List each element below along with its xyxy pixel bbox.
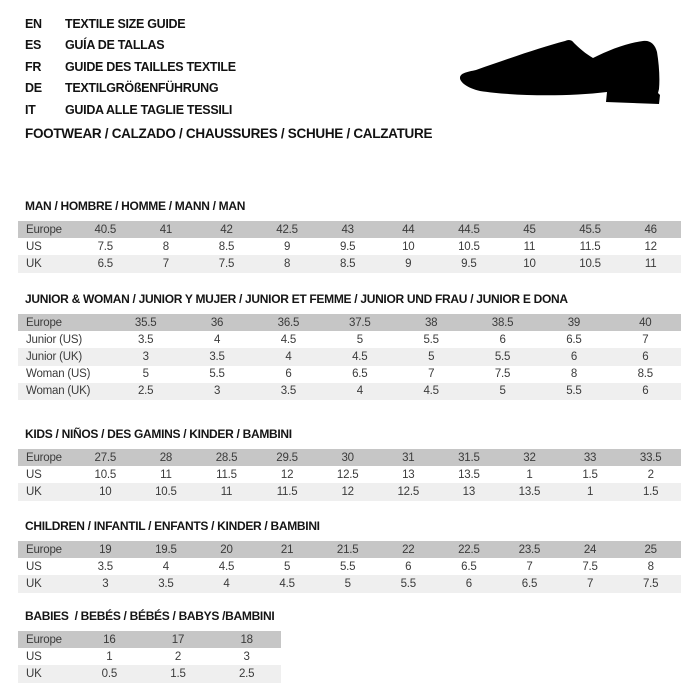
table-row (18, 466, 681, 483)
size-cell: 13.5 (518, 485, 541, 498)
size-cell: 13 (462, 485, 476, 498)
language-code: DE (25, 81, 42, 96)
size-cell: 9 (405, 257, 412, 270)
size-cell: 12 (280, 468, 294, 481)
row-label: UK (26, 485, 42, 498)
size-cell: 2 (647, 468, 654, 481)
size-cell: 39 (567, 316, 581, 329)
size-cell: 6.5 (97, 257, 113, 270)
size-cell: 7 (642, 333, 649, 346)
row-label: US (26, 650, 42, 663)
size-table-kids (18, 449, 681, 501)
size-cell: 5 (142, 368, 149, 381)
size-cell: 28 (159, 451, 173, 464)
size-cell: 6 (570, 350, 578, 363)
size-cell: 22.5 (458, 543, 480, 556)
row-label: Junior (UK) (26, 350, 82, 363)
row-label: UK (26, 577, 42, 590)
language-code: EN (25, 16, 42, 31)
size-cell: 5 (283, 560, 291, 573)
size-cell: 5 (428, 350, 435, 363)
size-cell: 0.5 (101, 667, 118, 680)
row-label: US (26, 468, 42, 481)
size-cell: 10.5 (94, 468, 117, 481)
size-cell: 3 (243, 650, 250, 663)
size-cell: 36 (210, 316, 224, 329)
size-cell: 4.5 (280, 333, 297, 346)
size-cell: 7.5 (494, 368, 511, 381)
size-cell: 5 (356, 333, 363, 346)
size-cell: 6 (642, 385, 649, 398)
size-cell: 5.5 (209, 368, 225, 381)
size-cell: 12.5 (336, 468, 359, 481)
size-cell: 10 (402, 240, 415, 253)
size-cell: 11.5 (216, 468, 237, 481)
size-cell: 8.5 (339, 257, 356, 270)
size-cell: 5.5 (494, 350, 511, 363)
size-cell: 2 (174, 650, 182, 663)
size-cell: 4 (223, 577, 230, 590)
table-row (18, 383, 681, 400)
size-table-babies (18, 631, 281, 683)
size-cell: 3 (102, 577, 109, 590)
size-cell: 2.5 (238, 667, 255, 680)
size-cell: 40.5 (94, 223, 117, 236)
language-code: FR (25, 59, 42, 74)
size-cell: 4 (162, 560, 169, 573)
size-cell: 13.5 (458, 468, 480, 481)
footwear-heading: FOOTWEAR / CALZADO / CHAUSSURES / SCHUHE / CALZATURE (25, 126, 433, 141)
size-cell: 4.5 (352, 350, 368, 363)
table-row (18, 541, 681, 558)
size-cell: 1 (586, 485, 594, 498)
table-row (18, 331, 681, 348)
size-cell: 35.5 (134, 316, 157, 329)
size-cell: 7.5 (97, 240, 113, 253)
section-babies (18, 609, 281, 683)
size-cell: 12 (644, 240, 657, 253)
size-cell: 2.5 (137, 385, 154, 398)
size-cell: 40 (639, 316, 652, 329)
size-cell: 3 (213, 385, 221, 398)
size-cell: 38.5 (491, 316, 514, 329)
language-title-list (25, 13, 236, 121)
size-cell: 42 (220, 223, 233, 236)
size-cell: 16 (103, 633, 116, 646)
size-cell: 37.5 (349, 316, 371, 329)
size-cell: 11 (160, 468, 172, 481)
size-cell: 6.5 (566, 333, 582, 346)
row-label: US (26, 240, 42, 253)
size-cell: 7.5 (642, 577, 659, 590)
size-cell: 11 (644, 257, 657, 270)
size-cell: 41 (159, 223, 173, 236)
size-cell: 1.5 (642, 485, 659, 498)
language-label: TEXTILE SIZE GUIDE (65, 16, 186, 31)
size-table-junior-woman (18, 314, 681, 400)
size-cell: 3.5 (97, 560, 113, 573)
size-cell: 8.5 (218, 240, 235, 253)
size-cell: 5 (499, 385, 506, 398)
table-row (18, 665, 281, 682)
size-cell: 45.5 (579, 223, 601, 236)
size-cell: 31 (402, 451, 415, 464)
section-title-man: MAN / HOMBRE / HOMME / MANN / MAN (25, 199, 246, 213)
size-cell: 44 (402, 223, 415, 236)
table-row (18, 221, 681, 238)
table-row (18, 648, 281, 665)
size-cell: 11 (523, 240, 536, 253)
size-cell: 9 (283, 240, 291, 253)
row-label: Europe (26, 633, 62, 646)
size-cell: 18 (240, 633, 253, 646)
size-cell: 8 (283, 257, 291, 270)
section-kids (18, 427, 681, 501)
size-cell: 3.5 (280, 385, 297, 398)
table-row (18, 255, 681, 272)
size-cell: 21.5 (336, 543, 359, 556)
size-cell: 8.5 (637, 368, 653, 381)
size-cell: 5.5 (566, 385, 582, 398)
size-cell: 5.5 (339, 560, 356, 573)
row-label: Junior (US) (26, 333, 82, 346)
language-row-it (25, 99, 236, 121)
language-row-fr (25, 56, 236, 78)
size-cell: 33 (583, 451, 597, 464)
size-cell: 13 (402, 468, 415, 481)
size-cell: 6 (642, 350, 649, 363)
size-table-children (18, 541, 681, 593)
size-cell: 1 (526, 468, 533, 481)
size-cell: 4.5 (218, 560, 235, 573)
size-cell: 3.5 (209, 350, 225, 363)
size-cell: 11.5 (276, 485, 298, 498)
size-cell: 10.5 (155, 485, 177, 498)
size-cell: 29.5 (276, 451, 298, 464)
table-row (18, 366, 681, 383)
size-cell: 5.5 (400, 577, 416, 590)
size-cell: 7 (586, 577, 594, 590)
size-cell: 1.5 (170, 667, 186, 680)
size-cell: 1.5 (582, 468, 598, 481)
size-cell: 45 (523, 223, 536, 236)
size-cell: 8 (647, 560, 654, 573)
size-cell: 28.5 (215, 451, 238, 464)
size-cell: 4.5 (279, 577, 295, 590)
table-row (18, 483, 681, 500)
size-cell: 27.5 (94, 451, 117, 464)
row-label: UK (26, 667, 42, 680)
size-cell: 25 (644, 543, 657, 556)
size-cell: 4 (285, 350, 292, 363)
size-cell: 8 (570, 368, 578, 381)
size-cell: 12 (341, 485, 354, 498)
size-cell: 4 (356, 385, 363, 398)
size-cell: 3.5 (137, 333, 154, 346)
size-cell: 6 (405, 560, 412, 573)
size-cell: 1 (106, 650, 113, 663)
size-cell: 4.5 (423, 385, 439, 398)
size-cell: 6 (465, 577, 472, 590)
table-row (18, 314, 681, 331)
size-cell: 10.5 (579, 257, 601, 270)
row-label: Europe (26, 316, 62, 329)
language-label: GUIDA ALLE TAGLIE TESSILI (65, 102, 233, 117)
size-cell: 4 (213, 333, 221, 346)
size-cell: 33.5 (639, 451, 662, 464)
size-cell: 9.5 (339, 240, 356, 253)
size-cell: 6 (499, 333, 506, 346)
size-cell: 38 (424, 316, 438, 329)
size-cell: 32 (523, 451, 536, 464)
language-row-es (25, 35, 236, 57)
row-label: Woman (UK) (26, 385, 91, 398)
section-children (18, 519, 681, 593)
size-cell: 30 (341, 451, 354, 464)
table-row (18, 631, 281, 648)
size-cell: 10 (99, 485, 112, 498)
size-cell: 10.5 (458, 240, 480, 253)
table-row (18, 449, 681, 466)
section-title-junior-woman: JUNIOR & WOMAN / JUNIOR Y MUJER / JUNIOR ET FEMME / JUNIOR UND FRAU / JUNIOR E DONA (25, 292, 568, 306)
size-cell: 3.5 (158, 577, 174, 590)
language-label: TEXTILGRÖßENFÜHRUNG (65, 81, 219, 96)
section-junior-woman (18, 292, 681, 400)
size-cell: 11.5 (579, 240, 601, 253)
size-cell: 19.5 (155, 543, 177, 556)
language-row-en (25, 13, 236, 35)
section-title-children: CHILDREN / INFANTIL / ENFANTS / KINDER / BAMBINI (25, 519, 320, 533)
size-cell: 5.5 (423, 333, 439, 346)
size-cell: 7 (526, 560, 533, 573)
dress-shoe-icon (458, 36, 666, 110)
section-title-babies: BABIES / BEBÉS / BÉBÉS / BABYS /BAMBINI (25, 609, 275, 623)
size-cell: 24 (583, 543, 597, 556)
section-title-kids: KIDS / NIÑOS / DES GAMINS / KINDER / BAMBINI (25, 427, 292, 441)
language-label: GUIDE DES TAILLES TEXTILE (65, 59, 236, 74)
size-cell: 10 (523, 257, 536, 270)
size-cell: 21 (280, 543, 294, 556)
size-cell: 36.5 (277, 316, 300, 329)
size-cell: 7.5 (582, 560, 598, 573)
size-cell: 12.5 (397, 485, 420, 498)
language-row-de (25, 78, 236, 100)
size-cell: 9.5 (461, 257, 477, 270)
size-cell: 22 (402, 543, 415, 556)
size-cell: 23.5 (518, 543, 541, 556)
size-cell: 31.5 (458, 451, 480, 464)
row-label: Europe (26, 543, 62, 556)
row-label: Europe (26, 451, 62, 464)
size-cell: 8 (162, 240, 169, 253)
size-cell: 11 (220, 485, 233, 498)
language-code: ES (25, 38, 42, 53)
size-cell: 6.5 (352, 368, 368, 381)
table-row (18, 238, 681, 255)
size-cell: 6 (285, 368, 292, 381)
size-cell: 5 (344, 577, 351, 590)
row-label: US (26, 560, 42, 573)
size-cell: 7 (428, 368, 435, 381)
size-table-man (18, 221, 681, 273)
size-cell: 43 (341, 223, 354, 236)
size-cell: 17 (171, 633, 185, 646)
row-label: UK (26, 257, 42, 270)
row-label: Woman (US) (26, 368, 91, 381)
size-cell: 6.5 (521, 577, 538, 590)
size-cell: 46 (644, 223, 657, 236)
size-cell: 44.5 (458, 223, 480, 236)
size-cell: 3 (142, 350, 149, 363)
size-cell: 7 (162, 257, 169, 270)
table-row (18, 575, 681, 592)
row-label: Europe (26, 223, 62, 236)
size-cell: 7.5 (218, 257, 235, 270)
table-row (18, 558, 681, 575)
size-cell: 19 (99, 543, 112, 556)
table-row (18, 348, 681, 365)
size-cell: 6.5 (461, 560, 477, 573)
size-cell: 20 (220, 543, 233, 556)
section-man (18, 199, 681, 273)
size-cell: 42.5 (276, 223, 298, 236)
language-code: IT (25, 102, 36, 117)
language-label: GUÍA DE TALLAS (65, 38, 165, 53)
